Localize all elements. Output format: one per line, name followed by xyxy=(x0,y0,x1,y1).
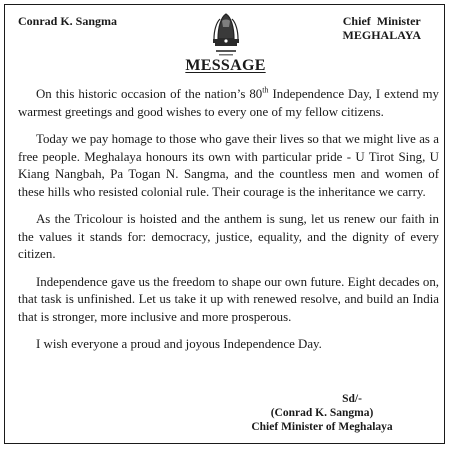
signature-name: (Conrad K. Sangma) xyxy=(270,407,374,419)
paragraph-1-end: Independence Day, I extend my warmest greetings and good wishes to every one of my fellow citizens. xyxy=(18,87,439,119)
paragraph-1-start: On this historic occasion of the nation’s 80 xyxy=(36,87,263,101)
paragraph-3: As the Tricolour is hoisted and the anthem is sung, let us renew our faith in the values it stands for: democracy, justice, equality, and the dignity of every citizen. xyxy=(18,212,439,261)
header-title: Chief Minister xyxy=(342,14,421,28)
state-emblem-icon xyxy=(208,9,244,59)
paragraph-2: Today we pay homage to those who gave their lives so that we might live as a free people. Meghalaya honours its own with particular pride - U Tirot Sing, U Kiang Nangbah, Pa Togan N. Sangma, and the countless men and women of these hills who resisted colonial rule. Their courage is the inheritance we carry. xyxy=(18,132,439,199)
paragraph-1 xyxy=(18,86,439,121)
message-title: MESSAGE xyxy=(185,57,266,74)
header-name: Conrad K. Sangma xyxy=(18,14,118,28)
signature-designation: Chief Minister of Meghalaya xyxy=(251,421,393,433)
paragraph-5: I wish everyone a proud and joyous Independence Day. xyxy=(36,337,322,351)
signature-sd: Sd/- xyxy=(342,393,362,405)
ordinal-suffix: th xyxy=(262,85,269,95)
paragraph-4: Independence gave us the freedom to shape our own future. Eight decades on, that task is unfinished. Let us take it up with renewed resolve, and build an India that is stronger, more inclusive and more prosperous. xyxy=(18,274,439,324)
header-state: MEGHALAYA xyxy=(342,28,421,42)
signature-block xyxy=(227,392,417,434)
header-designation xyxy=(343,14,421,42)
message-body xyxy=(18,86,439,364)
